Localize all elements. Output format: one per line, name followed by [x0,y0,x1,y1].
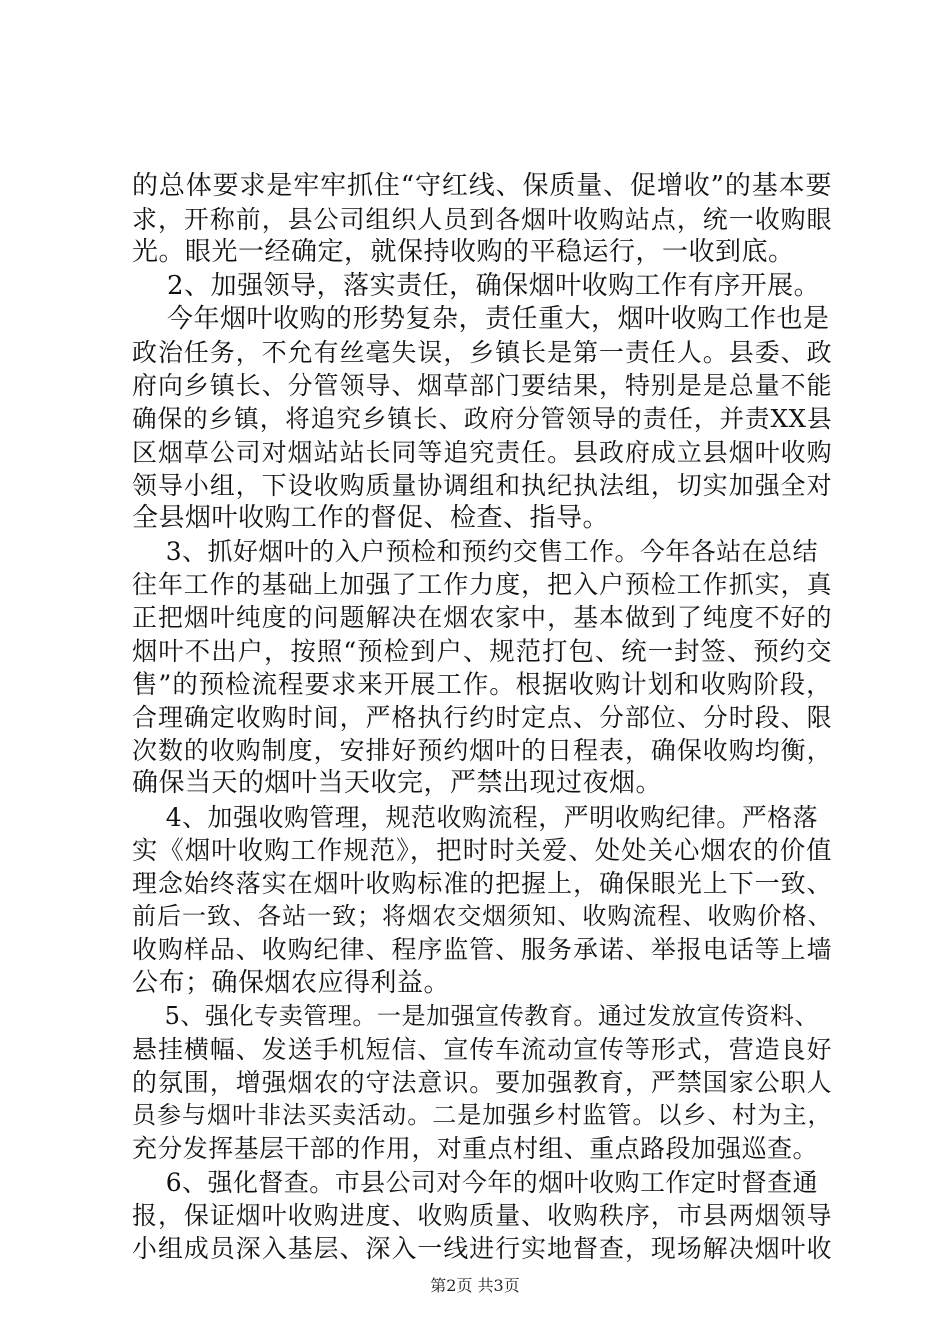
text-line: 确保当天的烟叶当天收完，严禁出现过夜烟。 [132,768,663,799]
section-heading-6: 6、强化督查。市县公司对今年的烟叶收购工作定时督查通 [132,1167,819,1197]
text-line: 悬挂横幅、发送手机短信、宣传车流动宣传等形式，营造良好 [132,1034,832,1064]
text-line: 区烟草公司对烟站站长同等追究责任。县政府成立县烟叶收购 [132,437,832,467]
text-line: 的总体要求是牢牢抓住“守红线、保质量、促增收”的基本要 [132,171,832,201]
text-line: 的氛围，增强烟农的守法意识。要加强教育，严禁国家公职人 [132,1068,832,1098]
text-line: 正把烟叶纯度的问题解决在烟农家中，基本做到了纯度不好的 [132,603,832,633]
text-line: 前后一致、各站一致；将烟农交烟须知、收购流程、收购价格、 [132,902,832,931]
section-heading-5: 5、强化专卖管理。一是加强宣传教育。通过发放宣传资料、 [132,1001,820,1030]
text-line: 理念始终落实在烟叶收购标准的把握上，确保眼光上下一致、 [132,868,832,898]
text-line: 充分发挥基层干部的作用，对重点村组、重点路段加强巡查。 [132,1134,818,1164]
text-line: 收购样品、收购纪律、程序监管、服务承诺、举报电话等上墙 [132,935,832,965]
text-line: 小组成员深入基层、深入一线进行实地督查，现场解决烟叶收 [132,1234,832,1263]
text-line: 今年烟叶收购的形势复杂，责任重大，烟叶收购工作也是 [132,303,830,334]
text-line: 领导小组，下设收购质量协调组和执纪执法组，切实加强全对 [132,470,832,500]
text-line: 往年工作的基础上加强了工作力度，把入户预检工作抓实，真 [132,570,832,600]
section-heading-3: 3、抓好烟叶的入户预检和预约交售工作。今年各站在总结 [132,537,819,567]
document-body [132,170,832,1265]
text-line: 全县烟叶收购工作的督促、检查、指导。 [132,502,610,533]
text-line: 求，开称前，县公司组织人员到各烟叶收购站点，统一收购眼 [132,205,832,235]
section-heading-4: 4、加强收购管理，规范收购流程，严明收购纪律。严格落 [132,802,819,832]
text-line: 确保的乡镇，将追究乡镇长、政府分管领导的责任，并责XX县 [132,404,832,434]
text-line: 员参与烟叶非法买卖活动。二是加强乡村监管。以乡、村为主， [132,1101,832,1130]
text-line: 报，保证烟叶收购进度、收购质量、收购秩序，市县两烟领导 [132,1200,832,1230]
text-line: 合理确定收购时间，严格执行约时定点、分部位、分时段、限 [132,703,832,732]
text-line: 售”的预检流程要求来开展工作。根据收购计划和收购阶段， [132,668,832,699]
text-line: 府向乡镇长、分管领导、烟草部门要结果，特别是是总量不能 [132,371,832,401]
page-footer: 第2页 共3页 [430,1276,520,1295]
text-line: 光。眼光一经确定，就保持收购的平稳运行，一收到底。 [132,237,795,268]
text-line: 公布；确保烟农应得利益。 [132,967,451,998]
section-heading-2: 2、加强领导，落实责任，确保烟叶收购工作有序开展。 [132,270,821,301]
text-line: 实《烟叶收购工作规范》，把时时关爱、处处关心烟农的价值 [132,834,832,865]
text-line: 政治任务，不允有丝毫失误，乡镇长是第一责任人。县委、政 [132,337,832,367]
text-line: 次数的收购制度，安排好预约烟叶的日程表，确保收购均衡， [132,736,832,766]
text-line: 烟叶不出户，按照“预检到户、规范打包、统一封签、预约交 [132,635,832,666]
